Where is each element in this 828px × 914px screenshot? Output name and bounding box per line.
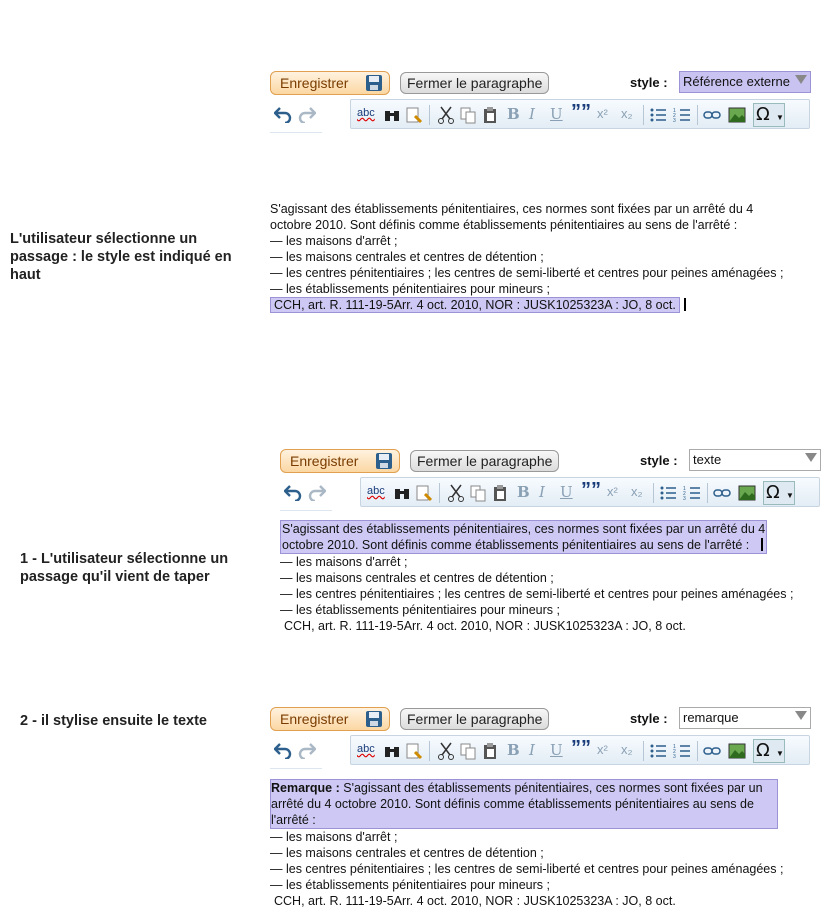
replace-icon[interactable] bbox=[415, 484, 433, 502]
floppy-disk-icon bbox=[365, 710, 383, 728]
underline-button[interactable]: U bbox=[550, 741, 563, 759]
paste-icon[interactable] bbox=[491, 484, 509, 502]
blockquote-button[interactable]: ”” bbox=[571, 737, 591, 759]
close-paragraph-button[interactable]: Fermer le paragraphe bbox=[400, 72, 549, 94]
replace-icon[interactable] bbox=[405, 106, 423, 124]
copy-icon[interactable] bbox=[469, 484, 487, 502]
svg-text:3: 3 bbox=[673, 118, 676, 124]
list-item: — les établissements pénitentiaires pour mineurs ; bbox=[280, 603, 560, 617]
blockquote-button[interactable]: ”” bbox=[581, 479, 601, 501]
chevron-down-icon bbox=[805, 453, 817, 462]
save-label: Enregistrer bbox=[280, 75, 349, 91]
style-select[interactable] bbox=[679, 71, 811, 93]
copy-icon[interactable] bbox=[459, 742, 477, 760]
special-char-button[interactable] bbox=[753, 103, 785, 127]
list-item: — les maisons d'arrêt ; bbox=[270, 830, 398, 844]
undo-icon[interactable] bbox=[274, 105, 292, 123]
svg-text:2: 2 bbox=[683, 491, 686, 497]
chevron-down-icon: ▼ bbox=[776, 749, 784, 758]
style-select-value: texte bbox=[693, 452, 722, 467]
special-char-button[interactable] bbox=[753, 739, 785, 763]
spellcheck-button[interactable]: abc bbox=[367, 485, 385, 497]
toolbar-separator bbox=[697, 105, 698, 125]
image-icon[interactable] bbox=[728, 106, 746, 124]
list-item: — les maisons centrales et centres de détention ; bbox=[270, 250, 544, 264]
floppy-disk-icon bbox=[375, 452, 393, 470]
remarque-prefix: Remarque : bbox=[271, 781, 340, 795]
chevron-down-icon: ▼ bbox=[776, 113, 784, 122]
save-label: Enregistrer bbox=[290, 453, 359, 469]
italic-button[interactable]: I bbox=[539, 483, 545, 501]
editor-panel-0 bbox=[270, 71, 815, 133]
italic-button[interactable]: I bbox=[529, 105, 535, 123]
link-icon[interactable] bbox=[713, 484, 731, 502]
floppy-disk-icon bbox=[365, 74, 383, 92]
toolbar-separator bbox=[697, 741, 698, 761]
editor-panel-1 bbox=[280, 449, 825, 511]
remarque-block[interactable] bbox=[270, 779, 778, 829]
redo-icon[interactable] bbox=[298, 741, 316, 759]
reference-line: CCH, art. R. 111-19-5Arr. 4 oct. 2010, NOR : JUSK1025323A : JO, 8 oct. bbox=[284, 619, 686, 633]
binoculars-icon[interactable] bbox=[383, 106, 401, 124]
list-item: — les maisons d'arrêt ; bbox=[280, 555, 408, 569]
toolbar-separator bbox=[429, 741, 430, 761]
editor-content-2[interactable] bbox=[270, 779, 783, 909]
text-line: arrêté du 4 octobre 2010. Sont définis comme établissements pénitentiaires au sens de bbox=[271, 797, 754, 811]
list-item: — les centres pénitentiaires ; les centres de semi-liberté et centres pour peines aménagées ; bbox=[280, 587, 794, 601]
list-item: — les maisons centrales et centres de détention ; bbox=[270, 846, 544, 860]
toolbar-separator bbox=[643, 741, 644, 761]
bullet-list-icon[interactable] bbox=[649, 106, 667, 124]
blockquote-button[interactable]: ”” bbox=[571, 101, 591, 123]
underline-button[interactable]: U bbox=[550, 105, 563, 123]
format-toolbar bbox=[360, 477, 820, 507]
numbered-list-icon[interactable] bbox=[673, 106, 691, 124]
bold-button[interactable]: B bbox=[507, 741, 520, 759]
close-paragraph-button[interactable]: Fermer le paragraphe bbox=[400, 708, 549, 730]
list-item: — les établissements pénitentiaires pour mineurs ; bbox=[270, 878, 550, 892]
numbered-list-icon[interactable] bbox=[683, 484, 701, 502]
binoculars-icon[interactable] bbox=[383, 742, 401, 760]
undo-icon[interactable] bbox=[274, 741, 292, 759]
save-button[interactable] bbox=[270, 71, 390, 95]
cut-icon[interactable] bbox=[447, 484, 465, 502]
toolbar-separator bbox=[643, 105, 644, 125]
superscript-button[interactable]: x² bbox=[597, 742, 608, 757]
spellcheck-button[interactable]: abc bbox=[357, 743, 375, 755]
caption-0: L'utilisateur sélectionne un passage : le style est indiqué en haut bbox=[10, 231, 232, 283]
list-item: — les établissements pénitentiaires pour mineurs ; bbox=[270, 282, 550, 296]
svg-text:3: 3 bbox=[673, 754, 676, 760]
toolbar-separator bbox=[707, 483, 708, 503]
subscript-button[interactable]: x₂ bbox=[631, 484, 643, 499]
toolbar-separator bbox=[653, 483, 654, 503]
subscript-button[interactable]: x₂ bbox=[621, 106, 633, 121]
style-label: style : bbox=[630, 711, 668, 726]
omega-icon: Ω bbox=[756, 740, 770, 761]
cut-icon[interactable] bbox=[437, 742, 455, 760]
bullet-list-icon[interactable] bbox=[649, 742, 667, 760]
binoculars-icon[interactable] bbox=[393, 484, 411, 502]
text-line: octobre 2010. Sont définis comme établissements pénitentiaires au sens de l'arrêté : bbox=[282, 538, 750, 552]
list-item: — les centres pénitentiaires ; les centres de semi-liberté et centres pour peines aménagées ; bbox=[270, 266, 784, 280]
caption-2: 2 - il stylise ensuite le texte bbox=[20, 713, 207, 729]
style-label: style : bbox=[630, 75, 668, 90]
svg-text:1: 1 bbox=[673, 108, 676, 114]
format-toolbar bbox=[350, 735, 810, 765]
svg-text:3: 3 bbox=[683, 496, 686, 502]
list-item: — les maisons centrales et centres de détention ; bbox=[280, 571, 554, 585]
list-item: — les centres pénitentiaires ; les centres de semi-liberté et centres pour peines aménagées ; bbox=[270, 862, 784, 876]
save-button[interactable] bbox=[270, 707, 390, 731]
copy-icon[interactable] bbox=[459, 106, 477, 124]
chevron-down-icon bbox=[795, 75, 807, 84]
superscript-button[interactable]: x² bbox=[597, 106, 608, 121]
style-select-value: remarque bbox=[683, 710, 739, 725]
style-select[interactable] bbox=[679, 707, 811, 729]
save-button[interactable] bbox=[280, 449, 400, 473]
editor-panel-2 bbox=[270, 707, 815, 769]
image-icon[interactable] bbox=[738, 484, 756, 502]
editor-content-1[interactable] bbox=[280, 520, 793, 634]
toolbar-separator bbox=[429, 105, 430, 125]
undo-redo-group bbox=[280, 477, 332, 511]
text-line: S'agissant des établissements pénitentiaires, ces normes sont fixées par un bbox=[339, 781, 763, 795]
reference-line: CCH, art. R. 111-19-5Arr. 4 oct. 2010, NOR : JUSK1025323A : JO, 8 oct. bbox=[274, 894, 676, 908]
chevron-down-icon bbox=[795, 711, 807, 720]
text-line: S'agissant des établissements pénitentiaires, ces normes sont fixées par un arrêté du 4 bbox=[270, 202, 754, 216]
undo-icon[interactable] bbox=[284, 483, 302, 501]
replace-icon[interactable] bbox=[405, 742, 423, 760]
style-label: style : bbox=[640, 453, 678, 468]
style-select[interactable] bbox=[689, 449, 821, 471]
text-cursor bbox=[684, 298, 686, 311]
toolbar-separator bbox=[439, 483, 440, 503]
svg-text:2: 2 bbox=[673, 113, 676, 119]
format-toolbar bbox=[350, 99, 810, 129]
numbered-list-icon[interactable] bbox=[673, 742, 691, 760]
superscript-button[interactable]: x² bbox=[607, 484, 618, 499]
style-select-value: Référence externe bbox=[683, 74, 790, 89]
text-cursor bbox=[761, 538, 763, 551]
selected-paragraph[interactable] bbox=[280, 520, 767, 554]
image-icon[interactable] bbox=[728, 742, 746, 760]
italic-button[interactable]: I bbox=[529, 741, 535, 759]
paste-icon[interactable] bbox=[481, 106, 499, 124]
cut-icon[interactable] bbox=[437, 106, 455, 124]
text-line: l'arrêté : bbox=[271, 813, 316, 827]
caption-1: 1 - L'utilisateur sélectionne un passage qu'il vient de taper bbox=[20, 551, 229, 585]
bullet-list-icon[interactable] bbox=[659, 484, 677, 502]
svg-text:1: 1 bbox=[673, 744, 676, 750]
special-char-button[interactable] bbox=[763, 481, 795, 505]
text-line: octobre 2010. Sont définis comme établissements pénitentiaires au sens de l'arrêté : bbox=[270, 218, 738, 232]
save-label: Enregistrer bbox=[280, 711, 349, 727]
subscript-button[interactable]: x₂ bbox=[621, 742, 633, 757]
undo-redo-group bbox=[270, 735, 322, 769]
bold-button[interactable]: B bbox=[517, 483, 530, 501]
close-paragraph-button[interactable]: Fermer le paragraphe bbox=[410, 450, 559, 472]
editor-content-0[interactable] bbox=[270, 201, 783, 313]
text-line: S'agissant des établissements pénitentiaires, ces normes sont fixées par un arrêté du 4 bbox=[282, 522, 766, 536]
undo-redo-group bbox=[270, 99, 322, 133]
link-icon[interactable] bbox=[703, 742, 721, 760]
selected-reference[interactable]: CCH, art. R. 111-19-5Arr. 4 oct. 2010, NOR : JUSK1025323A : JO, 8 oct. bbox=[270, 297, 680, 313]
chevron-down-icon: ▼ bbox=[786, 491, 794, 500]
bold-button[interactable]: B bbox=[507, 105, 520, 123]
svg-text:1: 1 bbox=[683, 486, 686, 492]
svg-text:2: 2 bbox=[673, 749, 676, 755]
link-icon[interactable] bbox=[703, 106, 721, 124]
list-item: — les maisons d'arrêt ; bbox=[270, 234, 398, 248]
spellcheck-button[interactable]: abc bbox=[357, 107, 375, 119]
paste-icon[interactable] bbox=[481, 742, 499, 760]
omega-icon: Ω bbox=[766, 482, 780, 503]
redo-icon[interactable] bbox=[308, 483, 326, 501]
redo-icon[interactable] bbox=[298, 105, 316, 123]
omega-icon: Ω bbox=[756, 104, 770, 125]
underline-button[interactable]: U bbox=[560, 483, 573, 501]
